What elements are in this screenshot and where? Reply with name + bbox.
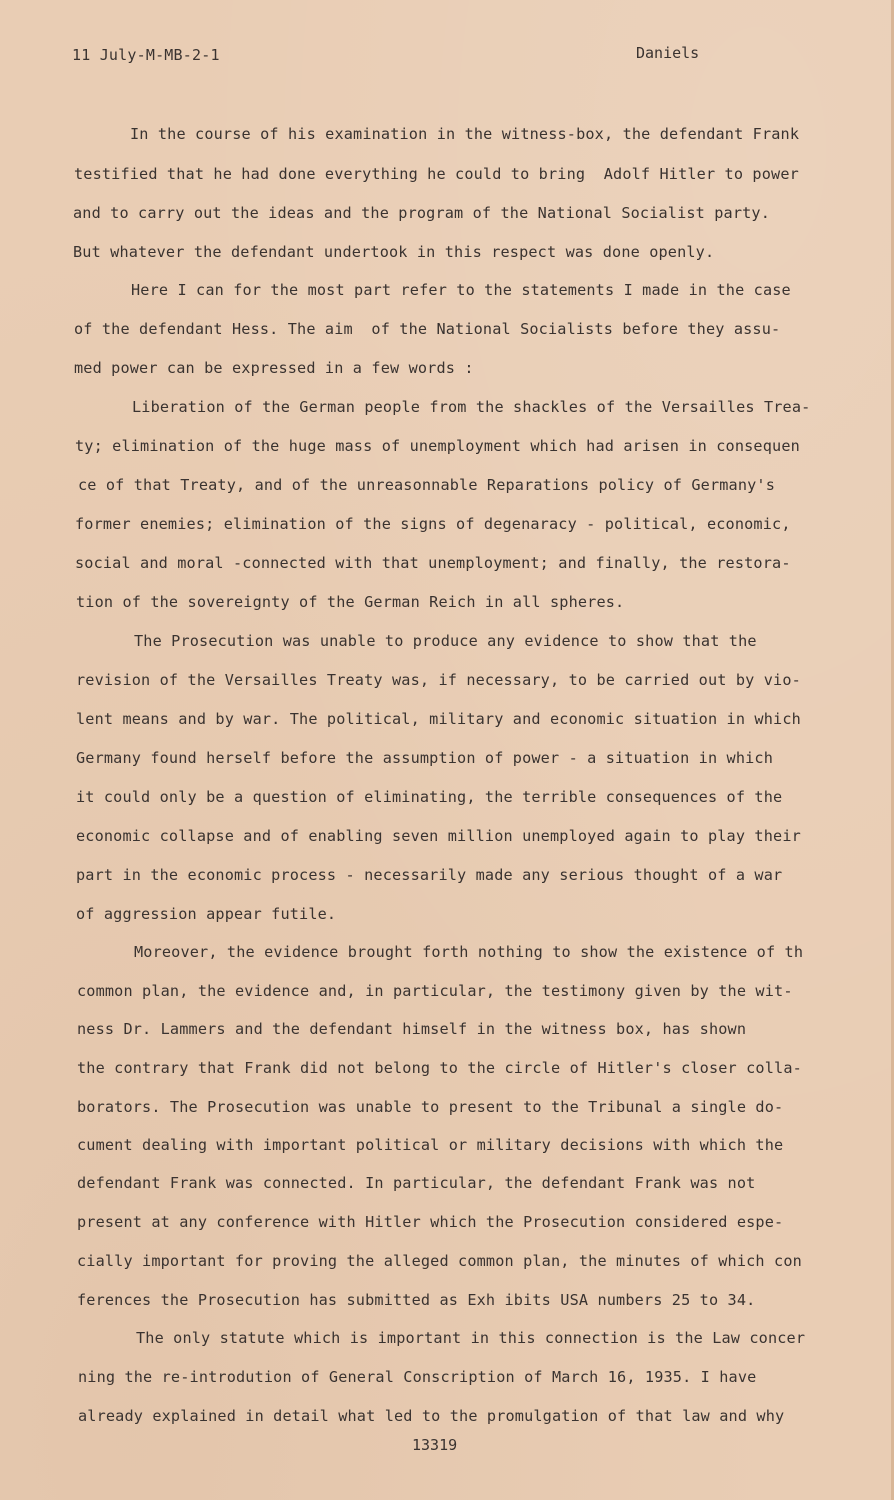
text-line: Liberation of the German people from the shackles of the Versailles Trea-: [132, 398, 811, 416]
text-line: ning the re-introdution of General Conscription of March 16, 1935. I have: [78, 1368, 757, 1386]
text-line: ferences the Prosecution has submitted as Exh ibits USA numbers 25 to 34.: [77, 1291, 756, 1309]
text-line: economic collapse and of enabling seven million unemployed again to play their: [76, 827, 801, 845]
text-line: already explained in detail what led to the promulgation of that law and why: [78, 1407, 785, 1425]
text-line: revision of the Versailles Treaty was, if necessary, to be carried out by vio-: [76, 671, 801, 689]
text-line: cially important for proving the alleged common plan, the minutes of which con: [77, 1252, 802, 1270]
text-line: ness Dr. Lammers and the defendant himself in the witness box, has shown: [77, 1020, 747, 1038]
page-number: 13319: [412, 1436, 458, 1454]
text-line: ty; elimination of the huge mass of unemployment which had arisen in consequen: [75, 437, 800, 455]
text-line: of aggression appear futile.: [76, 905, 337, 923]
text-line: Moreover, the evidence brought forth nothing to show the existence of th: [134, 943, 804, 961]
text-line: testified that he had done everything he could to bring Adolf Hitler to power: [74, 165, 799, 183]
text-line: of the defendant Hess. The aim of the National Socialists before they assu-: [74, 320, 781, 338]
text-line: defendant Frank was connected. In particular, the defendant Frank was not: [77, 1174, 756, 1192]
text-line: med power can be expressed in a few words :: [74, 359, 474, 377]
text-line: it could only be a question of eliminating, the terrible consequences of the: [76, 788, 783, 806]
text-line: ce of that Treaty, and of the unreasonnable Reparations policy of Germany's: [78, 476, 776, 494]
text-line: social and moral -connected with that unemployment; and finally, the restora-: [75, 554, 791, 572]
text-line: The Prosecution was unable to produce any evidence to show that the: [134, 632, 757, 650]
text-line: But whatever the defendant undertook in this respect was done openly.: [73, 243, 715, 261]
author-name: Daniels: [636, 44, 700, 62]
text-line: Germany found herself before the assumption of power - a situation in which: [76, 749, 774, 767]
text-line: Here I can for the most part refer to the statements I made in the case: [131, 281, 791, 299]
text-line: former enemies; elimination of the signs of degenaracy - political, economic,: [75, 515, 791, 533]
text-line: borators. The Prosecution was unable to present to the Tribunal a single do-: [77, 1098, 784, 1116]
text-line: The only statute which is important in this connection is the Law concer: [136, 1329, 806, 1347]
text-line: tion of the sovereignty of the German Reich in all spheres.: [76, 593, 625, 611]
text-line: lent means and by war. The political, military and economic situation in which: [76, 710, 801, 728]
text-line: and to carry out the ideas and the program of the National Socialist party.: [73, 204, 771, 222]
text-line: part in the economic process - necessarily made any serious thought of a war: [76, 866, 783, 884]
document-reference: 11 July-M-MB-2-1: [72, 46, 220, 64]
text-line: present at any conference with Hitler which the Prosecution considered espe-: [77, 1213, 784, 1231]
text-line: the contrary that Frank did not belong to the circle of Hitler's closer colla-: [77, 1059, 802, 1077]
text-line: In the course of his examination in the witness-box, the defendant Frank: [130, 125, 800, 143]
text-line: common plan, the evidence and, in particular, the testimony given by the wit-: [77, 982, 793, 1000]
text-line: cument dealing with important political or military decisions with which the: [77, 1136, 784, 1154]
